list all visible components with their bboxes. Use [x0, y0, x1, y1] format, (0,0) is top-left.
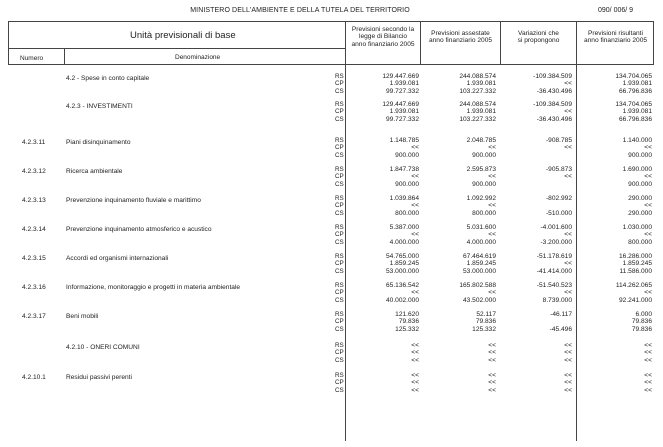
- value-cell-c1: [345, 101, 419, 123]
- type-tag: CP: [335, 349, 344, 357]
- value-cell-c4: [578, 73, 652, 95]
- amount: <<: [488, 342, 496, 349]
- amount: -36.430.496: [536, 115, 572, 123]
- amount: <<: [411, 349, 419, 357]
- amount: 1.039.864: [389, 195, 419, 202]
- row-code: 4.2.10.1: [22, 374, 46, 381]
- value-cell-c1: [345, 342, 419, 364]
- amount: <<: [564, 379, 572, 387]
- amount: 244.088.574: [459, 101, 496, 108]
- amount: <<: [488, 173, 496, 181]
- amount: 1.939.081: [389, 80, 419, 88]
- amount: <<: [564, 80, 572, 88]
- amount: -41.414.000: [536, 267, 572, 275]
- amount: <<: [411, 289, 419, 297]
- amount: <<: [488, 231, 496, 239]
- amount: 99.727.332: [385, 87, 419, 95]
- value-cell-c3: [498, 253, 572, 275]
- amount: 5.387.000: [389, 224, 419, 231]
- amount: [498, 318, 572, 325]
- amount: 103.227.332: [459, 115, 496, 123]
- amount: 1.092.992: [466, 195, 496, 202]
- amount: <<: [488, 289, 496, 297]
- value-cell-c1: [345, 195, 419, 217]
- type-tag: RS: [335, 137, 344, 144]
- value-cell-c2: [422, 137, 496, 159]
- amount: 134.704.065: [615, 73, 652, 80]
- row-code: 4.2.3.11: [22, 139, 46, 146]
- type-tag: RS: [335, 342, 344, 349]
- amount: <<: [644, 386, 652, 394]
- amount: 79.836: [475, 318, 496, 326]
- amount: 1.939.081: [389, 108, 419, 116]
- document-title: MINISTERO DELL'AMBIENTE E DELLA TUTELA DEL TERRITORIO: [190, 7, 410, 14]
- value-cell-c2: [422, 282, 496, 304]
- row-type-tags: [335, 311, 344, 333]
- amount: -4.001.600: [540, 224, 572, 231]
- amount: 800.000: [472, 209, 496, 217]
- amount: 4.000.000: [466, 238, 496, 246]
- col3-header: Variazioni che si propongono: [517, 30, 560, 45]
- amount: <<: [488, 349, 496, 357]
- amount: <<: [411, 173, 419, 181]
- denominazione-header: Denominazione: [175, 54, 221, 61]
- amount: 79.836: [631, 325, 652, 333]
- amount: 6.000: [635, 311, 652, 318]
- amount: 134.704.065: [615, 101, 652, 108]
- amount: 43.502.000: [462, 296, 496, 304]
- amount: -905.873: [545, 166, 572, 173]
- amount: 125.332: [472, 325, 496, 333]
- value-cell-c3: [498, 372, 572, 394]
- amount: 1.939.081: [466, 108, 496, 116]
- type-tag: CP: [335, 108, 344, 116]
- row-type-tags: [335, 282, 344, 304]
- amount: -45.496: [549, 325, 572, 333]
- type-tag: CS: [335, 238, 344, 246]
- row-description: Residui passivi perenti: [66, 374, 132, 381]
- amount: <<: [644, 342, 652, 349]
- value-cell-c2: [422, 73, 496, 95]
- page-code: 090/ 006/ 9: [598, 7, 634, 14]
- amount: 16.286.000: [618, 253, 652, 260]
- amount: 1.859.245: [466, 260, 496, 268]
- value-cell-c4: [578, 166, 652, 188]
- type-tag: CP: [335, 202, 344, 210]
- amount: <<: [644, 231, 652, 239]
- col4-header: Previsioni risultanti anno finanziario 2005: [583, 30, 648, 45]
- value-cell-c2: [422, 372, 496, 394]
- value-cell-c3: [498, 137, 572, 159]
- row-type-tags: [335, 372, 344, 394]
- amount: 800.000: [628, 238, 652, 246]
- row-code: 4.2.3.13: [22, 197, 46, 204]
- amount: 244.088.574: [459, 73, 496, 80]
- type-tag: CS: [335, 87, 344, 95]
- amount: <<: [644, 379, 652, 387]
- amount: 40.002.000: [385, 296, 419, 304]
- row-description: 4.2.10 - ONERI COMUNI: [66, 344, 140, 351]
- amount: <<: [488, 386, 496, 394]
- type-tag: CS: [335, 151, 344, 159]
- value-cell-c3: [498, 342, 572, 364]
- amount: 125.332: [395, 325, 419, 333]
- amount: <<: [564, 356, 572, 364]
- amount: 99.727.332: [385, 115, 419, 123]
- type-tag: CS: [335, 386, 344, 394]
- col2-header: Previsioni assestate anno finanziario 2005: [428, 30, 493, 45]
- amount: -3.200.000: [540, 238, 572, 246]
- value-cell-c2: [422, 253, 496, 275]
- amount: 1.939.081: [466, 80, 496, 88]
- amount: 129.447.669: [382, 101, 419, 108]
- type-tag: RS: [335, 372, 344, 379]
- type-tag: RS: [335, 101, 344, 108]
- type-tag: CP: [335, 173, 344, 181]
- amount: 165.802.588: [459, 282, 496, 289]
- value-cell-c2: [422, 342, 496, 364]
- amount: 11.586.000: [619, 267, 652, 275]
- header-divider-numero: [64, 48, 65, 65]
- value-cell-c4: [578, 311, 652, 333]
- value-cell-c4: [578, 342, 652, 364]
- type-tag: CS: [335, 115, 344, 123]
- amount: <<: [488, 379, 496, 387]
- type-tag: RS: [335, 282, 344, 289]
- value-cell-c1: [345, 166, 419, 188]
- type-tag: CS: [335, 180, 344, 188]
- row-description: Prevenzione inquinamento fluviale e marittimo: [66, 197, 201, 204]
- amount: 67.464.619: [462, 253, 496, 260]
- amount: <<: [644, 173, 652, 181]
- row-description: Ricerca ambientale: [66, 168, 123, 175]
- value-cell-c3: [498, 166, 572, 188]
- amount: 900.000: [472, 180, 496, 188]
- type-tag: RS: [335, 195, 344, 202]
- amount: <<: [411, 144, 419, 152]
- type-tag: CP: [335, 231, 344, 239]
- amount: 290.000: [628, 195, 652, 202]
- amount: <<: [411, 379, 419, 387]
- amount: -51.540.523: [536, 282, 572, 289]
- amount: 52.117: [476, 311, 496, 318]
- unit-title: Unità previsionali di base: [130, 30, 236, 41]
- type-tag: CP: [335, 318, 344, 326]
- row-type-tags: [335, 342, 344, 364]
- amount: [498, 152, 572, 159]
- amount: 900.000: [395, 151, 419, 159]
- amount: 103.227.332: [459, 87, 496, 95]
- amount: <<: [564, 342, 572, 349]
- amount: <<: [644, 372, 652, 379]
- col1-header: Previsioni secondo la legge di Bilancio anno finanziario 2005: [351, 26, 415, 48]
- value-cell-c4: [578, 253, 652, 275]
- value-cell-c2: [422, 101, 496, 123]
- row-type-tags: [335, 224, 344, 246]
- value-cell-c1: [345, 311, 419, 333]
- value-cell-c4: [578, 224, 652, 246]
- numero-header: Numero: [20, 55, 44, 62]
- row-code: 4.2.3.14: [22, 226, 46, 233]
- value-cell-c3: [498, 311, 572, 333]
- row-type-tags: [335, 253, 344, 275]
- row-code: 4.2.3.17: [22, 313, 46, 320]
- value-cell-c1: [345, 137, 419, 159]
- type-tag: CP: [335, 289, 344, 297]
- amount: 800.000: [395, 209, 419, 217]
- amount: 2.048.785: [466, 137, 496, 144]
- value-cell-c3: [498, 224, 572, 246]
- amount: 1.939.081: [622, 80, 652, 88]
- amount: 114.262.065: [615, 282, 652, 289]
- amount: 129.447.669: [382, 73, 419, 80]
- value-cell-c1: [345, 282, 419, 304]
- row-description: Accordi ed organismi internazionali: [66, 255, 169, 262]
- amount: 66.796.836: [618, 87, 652, 95]
- type-tag: CS: [335, 296, 344, 304]
- amount: <<: [411, 202, 419, 210]
- value-cell-c3: [498, 101, 572, 123]
- value-cell-c4: [578, 282, 652, 304]
- amount: 2.595.873: [466, 166, 496, 173]
- amount: <<: [488, 144, 496, 152]
- type-tag: RS: [335, 73, 344, 80]
- amount: 290.000: [628, 209, 652, 217]
- body-divider-col4: [576, 65, 577, 441]
- amount: 900.000: [628, 180, 652, 188]
- amount: <<: [644, 349, 652, 357]
- amount: <<: [564, 260, 572, 268]
- row-code: 4.2.3.16: [22, 284, 46, 291]
- value-cell-c2: [422, 311, 496, 333]
- amount: 121.620: [395, 311, 419, 318]
- value-cell-c2: [422, 224, 496, 246]
- row-code: 4.2.3.12: [22, 168, 46, 175]
- type-tag: RS: [335, 253, 344, 260]
- value-cell-c1: [345, 224, 419, 246]
- amount: <<: [411, 372, 419, 379]
- amount: <<: [564, 372, 572, 379]
- value-cell-c1: [345, 73, 419, 95]
- type-tag: CS: [335, 209, 344, 217]
- amount: <<: [644, 144, 652, 152]
- row-code: 4.2.3.15: [22, 255, 46, 262]
- amount: 1.140.000: [622, 137, 652, 144]
- type-tag: CP: [335, 144, 344, 152]
- amount: <<: [644, 289, 652, 297]
- value-cell-c4: [578, 195, 652, 217]
- value-cell-c2: [422, 166, 496, 188]
- amount: 1.859.245: [622, 260, 652, 268]
- value-cell-c4: [578, 137, 652, 159]
- amount: <<: [564, 289, 572, 297]
- amount: 1.030.000: [622, 224, 652, 231]
- amount: <<: [564, 173, 572, 181]
- amount: -36.430.496: [536, 87, 572, 95]
- amount: <<: [644, 356, 652, 364]
- amount: -510.000: [545, 209, 572, 217]
- row-description: Beni mobili: [66, 313, 99, 320]
- amount: <<: [488, 202, 496, 210]
- row-description: Informazione, monitoraggio e progetti in materia ambientale: [66, 284, 241, 291]
- amount: <<: [564, 144, 572, 152]
- amount: <<: [411, 356, 419, 364]
- amount: -46.117: [550, 311, 572, 318]
- amount: 1.847.738: [389, 166, 419, 173]
- amount: 53.000.000: [462, 267, 496, 275]
- amount: <<: [411, 342, 419, 349]
- value-cell-c2: [422, 195, 496, 217]
- type-tag: CS: [335, 267, 344, 275]
- type-tag: RS: [335, 311, 344, 318]
- amount: 900.000: [395, 180, 419, 188]
- amount: <<: [411, 231, 419, 239]
- value-cell-c4: [578, 101, 652, 123]
- amount: <<: [564, 231, 572, 239]
- row-type-tags: [335, 166, 344, 188]
- value-cell-c3: [498, 195, 572, 217]
- type-tag: CS: [335, 325, 344, 333]
- value-cell-c3: [498, 282, 572, 304]
- amount: -109.384.509: [533, 73, 572, 80]
- amount: 900.000: [472, 151, 496, 159]
- amount: 1.939.081: [622, 108, 652, 116]
- type-tag: RS: [335, 166, 344, 173]
- amount: <<: [564, 108, 572, 116]
- amount: <<: [564, 386, 572, 394]
- amount: <<: [488, 356, 496, 364]
- type-tag: RS: [335, 224, 344, 231]
- amount: -109.384.509: [533, 101, 572, 108]
- amount: 4.000.000: [389, 238, 419, 246]
- header-underline: [8, 48, 345, 49]
- amount: <<: [411, 386, 419, 394]
- amount: 79.836: [398, 318, 419, 326]
- amount: 900.000: [628, 151, 652, 159]
- amount: [498, 181, 572, 188]
- row-description: 4.2.3 - INVESTIMENTI: [66, 103, 133, 110]
- type-tag: CP: [335, 260, 344, 268]
- row-type-tags: [335, 195, 344, 217]
- amount: [498, 202, 572, 209]
- row-description: 4.2 - Spese in conto capitale: [66, 75, 150, 82]
- value-cell-c3: [498, 73, 572, 95]
- amount: 92.241.000: [618, 296, 652, 304]
- amount: 1.859.245: [389, 260, 419, 268]
- row-type-tags: [335, 101, 344, 123]
- value-cell-c1: [345, 253, 419, 275]
- amount: 79.836: [631, 318, 652, 326]
- type-tag: CP: [335, 379, 344, 387]
- amount: <<: [564, 349, 572, 357]
- amount: -802.992: [545, 195, 572, 202]
- value-cell-c4: [578, 372, 652, 394]
- row-type-tags: [335, 73, 344, 95]
- amount: -51.178.619: [536, 253, 572, 260]
- amount: 1.690.000: [622, 166, 652, 173]
- type-tag: CS: [335, 356, 344, 364]
- amount: 8.739.000: [542, 296, 572, 304]
- amount: 65.136.542: [385, 282, 419, 289]
- amount: 66.796.836: [618, 115, 652, 123]
- amount: 54.765.000: [385, 253, 419, 260]
- row-description: Prevenzione inquinamento atmosferico e acustico: [66, 226, 212, 233]
- amount: 5.031.600: [466, 224, 496, 231]
- row-description: Piani disinquinamento: [66, 139, 131, 146]
- amount: 53.000.000: [385, 267, 419, 275]
- type-tag: CP: [335, 80, 344, 88]
- row-type-tags: [335, 137, 344, 159]
- value-cell-c1: [345, 372, 419, 394]
- amount: <<: [644, 202, 652, 210]
- amount: 1.148.785: [389, 137, 419, 144]
- amount: -908.785: [545, 137, 572, 144]
- amount: <<: [488, 372, 496, 379]
